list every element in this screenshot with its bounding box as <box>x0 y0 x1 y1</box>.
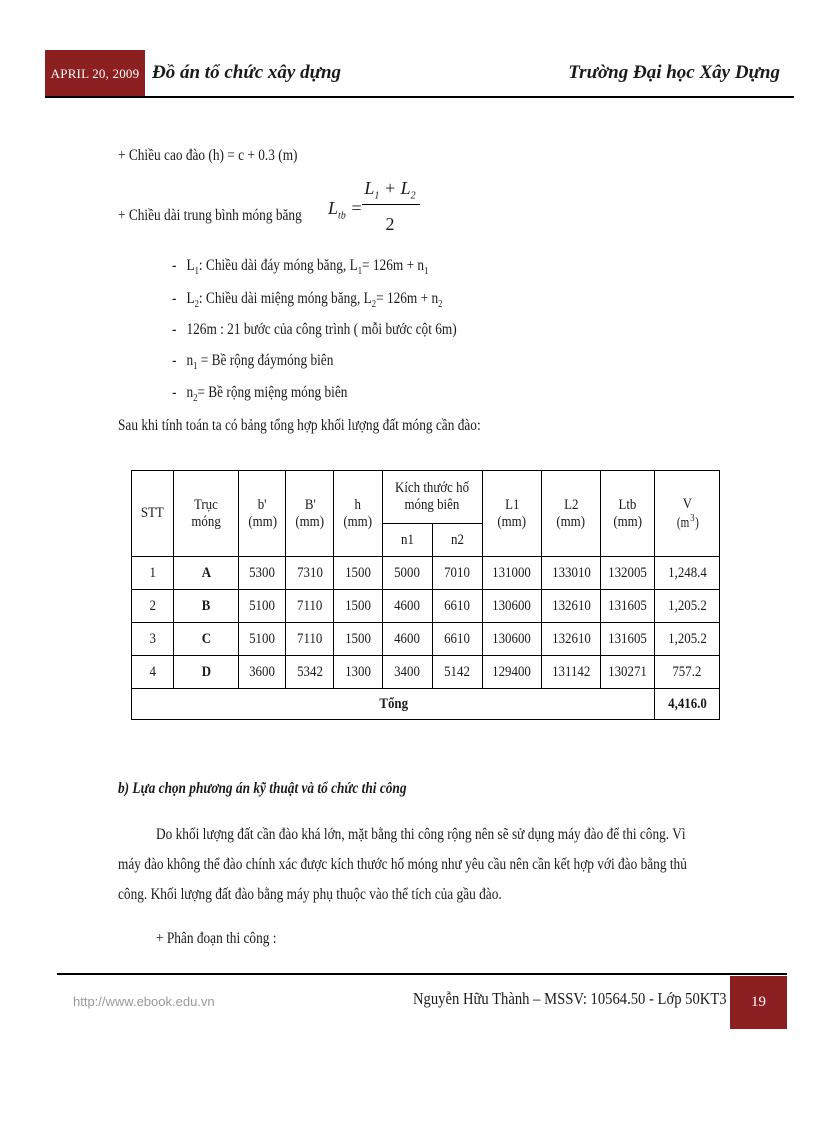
th-b-small: b' (mm) <box>239 471 286 557</box>
footer-url[interactable]: http://www.ebook.edu.vn <box>73 994 215 1009</box>
table-row: 4 D 3600 5342 1300 3400 5142 129400 131142 130271 757.2 <box>132 656 720 689</box>
table-total-row <box>132 689 720 720</box>
header-title: Đồ án tổ chức xây dựng <box>152 62 342 83</box>
para-line-2: máy đào không thể đào chính xác được kích thước hố móng như yêu cầu nên cần kết hợp với đào bằng thủ <box>118 856 687 873</box>
bullet-n2: - $n_2=$ Bề rộng miệng móng biên <box>172 384 348 405</box>
bullet-n1: - $n_1$ = Bề rộng đáymóng biên <box>172 352 334 373</box>
th-v: V $(m^3)$ <box>655 471 720 557</box>
summary-intro: Sau khi tính toán ta có bảng tổng hợp khối lượng đất móng cần đào: <box>118 417 481 434</box>
th-h: h (mm) <box>334 471 382 557</box>
header-rule <box>45 96 794 98</box>
formula-lhs: $L_{tb}$ = <box>328 198 363 222</box>
th-stt: STT <box>132 471 174 557</box>
excavation-table <box>131 470 720 720</box>
section-b-title: b) Lựa chọn phương án kỹ thuật và tổ chức thi công <box>118 780 407 797</box>
th-ltb: Ltb (mm) <box>601 471 655 557</box>
para-line-3: công. Khối lượng đất đào bằng máy phụ thuộc vào thể tích của gầu đào. <box>118 886 502 903</box>
bullet-l2: - $L_2$: Chiều dài miệng móng băng, $L_2= 126m + n_2$ <box>172 290 443 311</box>
table-row: 2 B 5100 7110 1500 4600 6610 130600 132610 131605 1,205.2 <box>132 590 720 623</box>
th-truc: Trục móng <box>173 471 238 557</box>
bullet-l1: - $L_1$: Chiều dài đáy móng băng, $L_1= 126m + n_1$ <box>172 257 429 278</box>
footer-author: Nguyễn Hữu Thành – MSSV: 10564.50 - Lớp 50KT3 <box>413 989 727 1008</box>
phase-line: + Phân đoạn thi công : <box>156 930 277 947</box>
footer-rule <box>57 973 787 975</box>
formula-ltb <box>328 176 424 246</box>
header-date: APRIL 20, 2009 <box>45 50 145 97</box>
line-dig-height: + Chiều cao đào (h) = c + 0.3 (m) <box>118 147 298 164</box>
bullet-126m: - 126m : 21 bước của công trình ( mỗi bước cột 6m) <box>172 321 457 338</box>
table-row: 1 A 5300 7310 1500 5000 7010 131000 133010 132005 1,248.4 <box>132 557 720 590</box>
header-school: Trường Đại học Xây Dựng <box>568 62 780 83</box>
th-kich-thuoc: Kích thước hố móng biên <box>382 471 482 524</box>
formula-denominator: 2 <box>385 214 395 234</box>
formula-numerator: $L_1 + L_2$ <box>364 178 416 202</box>
para-line-1: Do khối lượng đất cần đào khá lớn, mặt bằng thi công rộng nên sẽ sử dụng máy đào để thi công. Vì <box>156 826 686 843</box>
total-label: Tổng <box>132 689 655 720</box>
th-l2: L2 (mm) <box>542 471 601 557</box>
th-n2: n2 <box>432 524 482 557</box>
th-b-big: B' (mm) <box>286 471 334 557</box>
page-number: 19 <box>730 976 787 1029</box>
th-l1: L1 (mm) <box>482 471 541 557</box>
th-n1: n1 <box>382 524 432 557</box>
table-row: 3 C 5100 7110 1500 4600 6610 130600 132610 131605 1,205.2 <box>132 623 720 656</box>
formula-bar <box>362 204 420 205</box>
line-avg-length: + Chiều dài trung bình móng băng <box>118 207 302 224</box>
total-value: 4,416.0 <box>655 689 720 720</box>
